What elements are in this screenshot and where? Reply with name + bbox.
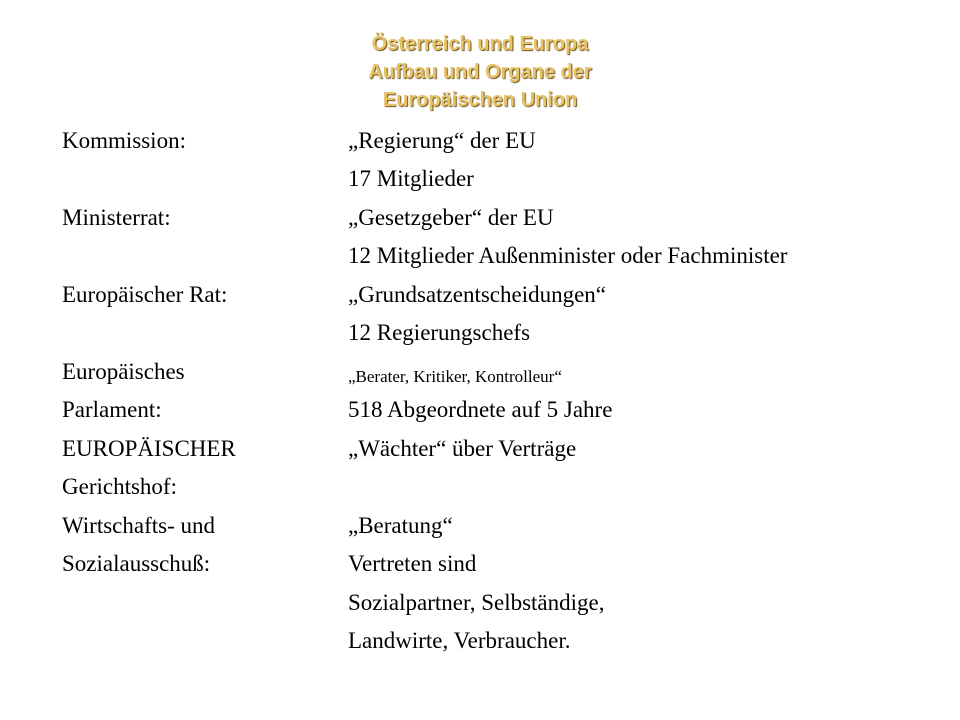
row-value: „Grundsatzentscheidungen“ [348,282,607,307]
row-kommission [0,126,960,164]
row-wirtschaft-1 [0,511,960,549]
row-value: „Berater, Kritiker, Kontrolleur“ [348,367,562,386]
row-parlament-1 [0,357,960,395]
row-ministerrat-members [0,241,960,279]
title-line-1: Österreich und Europa [371,33,589,55]
row-ministerrat [0,203,960,241]
title-line-2: Aufbau und Organe der [368,61,592,83]
row-label: Parlament: [62,397,162,422]
row-value: „Regierung“ der EU [348,128,536,153]
row-label: Europäischer Rat: [62,282,228,307]
row-gerichtshof-1 [0,434,960,472]
row-europaeischer-rat-members [0,318,960,356]
row-label: Kommission: [62,128,186,153]
row-value: 518 Abgeordnete auf 5 Jahre [348,397,613,422]
row-value: 12 Mitglieder Außenminister oder Fachminister [348,243,788,268]
row-value: Vertreten sind [348,551,477,576]
row-value: 17 Mitglieder [348,166,474,191]
row-value: „Gesetzgeber“ der EU [348,205,554,230]
row-label: EUROPÄISCHER [62,436,236,461]
row-label: Gerichtshof: [62,474,177,499]
row-label: Wirtschafts- und [62,513,216,538]
row-value: „Beratung“ [348,513,453,538]
row-wirtschaft-2 [0,549,960,587]
row-value: Sozialpartner, Selbständige, [348,590,605,615]
row-value: „Wächter“ über Verträge [348,436,577,461]
slide-title [0,30,960,114]
row-wirtschaft-3 [0,588,960,626]
row-label: Sozialausschuß: [62,551,211,576]
row-europaeischer-rat [0,280,960,318]
title-line-3: Europäischen Union [382,89,578,111]
row-gerichtshof-2 [0,472,960,510]
row-value: Landwirte, Verbraucher. [348,628,571,653]
row-label: Europäisches [62,359,185,384]
row-value: 12 Regierungschefs [348,320,531,345]
row-wirtschaft-4 [0,626,960,664]
row-kommission-members [0,164,960,202]
row-label: Ministerrat: [62,205,171,230]
row-parlament-2 [0,395,960,433]
